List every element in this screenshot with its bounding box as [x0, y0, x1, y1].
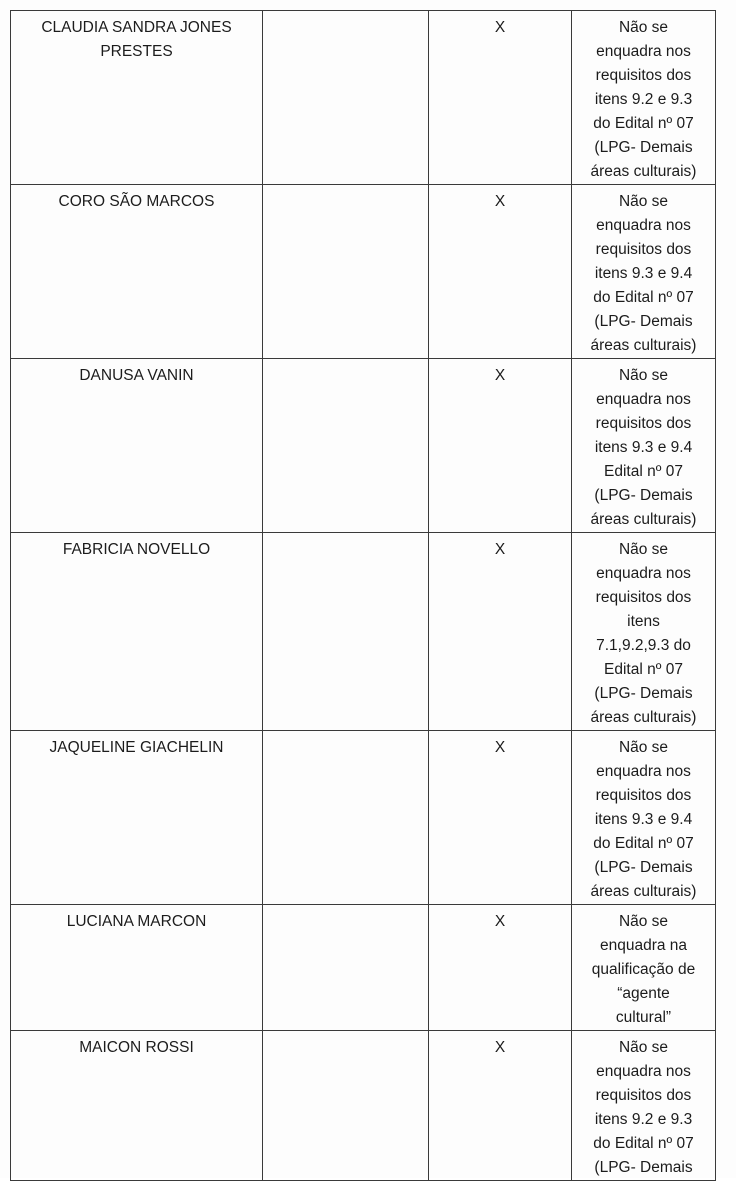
applicant-name: LUCIANA MARCON [66, 913, 207, 930]
reason-line: requisitos dos [595, 787, 692, 804]
reason-cell [572, 1031, 716, 1181]
reason-line: Não se [618, 739, 669, 756]
reason-line: requisitos dos [595, 241, 692, 258]
blank-cell [263, 359, 429, 533]
reason-line: (LPG- Demais [594, 313, 693, 330]
reason-line: enquadra nos [596, 43, 691, 60]
reason-line: (LPG- Demais [594, 1159, 693, 1176]
reason-line: (LPG- Demais [594, 859, 693, 876]
mark-cell [429, 1031, 572, 1181]
results-table [10, 10, 716, 1181]
applicant-name: CLAUDIA SANDRA JONES [41, 19, 232, 36]
mark-cell [429, 185, 572, 359]
reason-line: (LPG- Demais [594, 139, 693, 156]
reason-line: (LPG- Demais [594, 487, 693, 504]
reason-line: enquadra nos [596, 217, 691, 234]
applicant-name-cell [11, 533, 263, 731]
reason-line: itens 9.3 e 9.4 [594, 265, 693, 282]
reason-line: áreas culturais) [590, 163, 697, 180]
reason-line: Edital nº 07 [604, 463, 683, 480]
applicant-name: PRESTES [100, 43, 173, 60]
reason-cell [572, 731, 716, 905]
reason-line: enquadra na [599, 937, 688, 954]
reason-line: enquadra nos [596, 763, 691, 780]
applicant-name-cell [11, 359, 263, 533]
mark-x: X [494, 19, 506, 36]
table-row [11, 905, 716, 1031]
reason-line: Não se [618, 367, 669, 384]
applicant-name-cell [11, 731, 263, 905]
reason-line: enquadra nos [596, 565, 691, 582]
reason-line: qualificação de [591, 961, 696, 978]
applicant-name: MAICON ROSSI [79, 1039, 194, 1056]
reason-line: Não se [618, 193, 669, 210]
table-row [11, 185, 716, 359]
reason-line: itens 9.3 e 9.4 [594, 811, 693, 828]
mark-x: X [494, 367, 506, 384]
reason-line: enquadra nos [596, 1063, 691, 1080]
reason-line: 7.1,9.2,9.3 do [596, 637, 691, 654]
reason-line: itens [627, 613, 660, 630]
applicant-name-cell [11, 905, 263, 1031]
applicant-name: FABRICIA NOVELLO [62, 541, 211, 558]
table-row [11, 533, 716, 731]
reason-line: requisitos dos [595, 589, 692, 606]
reason-line: itens 9.3 e 9.4 [594, 439, 693, 456]
applicant-name-cell [11, 1031, 263, 1181]
mark-cell [429, 11, 572, 185]
blank-cell [263, 731, 429, 905]
applicant-name: CORO SÃO MARCOS [58, 193, 215, 210]
reason-line: enquadra nos [596, 391, 691, 408]
reason-line: Não se [618, 1039, 669, 1056]
reason-line: requisitos dos [595, 67, 692, 84]
reason-line: áreas culturais) [590, 709, 697, 726]
mark-x: X [494, 739, 506, 756]
table-row [11, 731, 716, 905]
reason-line: áreas culturais) [590, 511, 697, 528]
reason-cell [572, 185, 716, 359]
mark-x: X [494, 541, 506, 558]
table-row [11, 359, 716, 533]
reason-line: cultural” [615, 1009, 672, 1026]
reason-cell [572, 533, 716, 731]
table-row [11, 11, 716, 185]
mark-x: X [494, 1039, 506, 1056]
mark-x: X [494, 913, 506, 930]
table-row [11, 1031, 716, 1181]
reason-line: áreas culturais) [590, 337, 697, 354]
reason-line: itens 9.2 e 9.3 [594, 1111, 693, 1128]
reason-line: Não se [618, 19, 669, 36]
mark-cell [429, 533, 572, 731]
reason-line: “agente [617, 985, 670, 1002]
blank-cell [263, 533, 429, 731]
reason-line: itens 9.2 e 9.3 [594, 91, 693, 108]
reason-line: requisitos dos [595, 415, 692, 432]
mark-x: X [494, 193, 506, 210]
reason-line: (LPG- Demais [594, 685, 693, 702]
blank-cell [263, 11, 429, 185]
reason-line: Não se [618, 541, 669, 558]
reason-line: do Edital nº 07 [593, 1135, 694, 1152]
mark-cell [429, 731, 572, 905]
reason-line: do Edital nº 07 [593, 115, 694, 132]
applicant-name-cell [11, 185, 263, 359]
applicant-name: DANUSA VANIN [79, 367, 194, 384]
blank-cell [263, 1031, 429, 1181]
reason-line: áreas culturais) [590, 883, 697, 900]
reason-line: do Edital nº 07 [593, 835, 694, 852]
mark-cell [429, 359, 572, 533]
applicant-name: JAQUELINE GIACHELIN [49, 739, 224, 756]
reason-cell [572, 359, 716, 533]
blank-cell [263, 185, 429, 359]
reason-cell [572, 11, 716, 185]
reason-line: requisitos dos [595, 1087, 692, 1104]
reason-line: Edital nº 07 [604, 661, 683, 678]
reason-cell [572, 905, 716, 1031]
applicant-name-cell [11, 11, 263, 185]
blank-cell [263, 905, 429, 1031]
mark-cell [429, 905, 572, 1031]
reason-line: do Edital nº 07 [593, 289, 694, 306]
reason-line: Não se [618, 913, 669, 930]
